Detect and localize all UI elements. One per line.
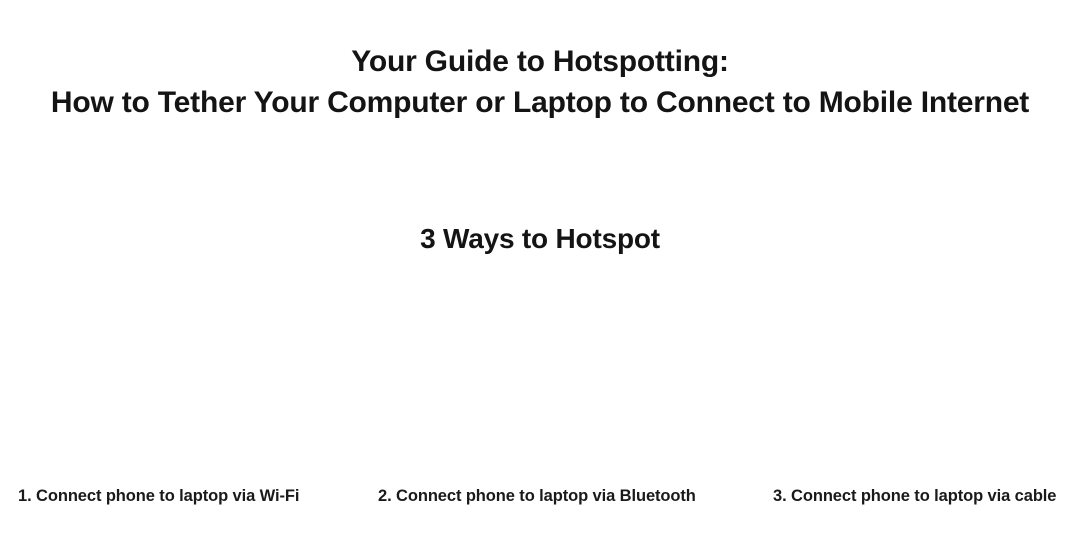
title-line-primary: Your Guide to Hotspotting: (351, 45, 729, 78)
section-heading: 3 Ways to Hotspot (420, 223, 660, 254)
caption-row (0, 487, 1080, 517)
page-title (0, 44, 1080, 121)
caption-item-wifi: 1. Connect phone to laptop via Wi-Fi (18, 487, 300, 505)
caption-item-cable: 3. Connect phone to laptop via cable (773, 487, 1057, 505)
caption-item-bluetooth: 2. Connect phone to laptop via Bluetooth (378, 487, 696, 505)
title-line-secondary: How to Tether Your Computer or Laptop to Connect to Mobile Internet (50, 85, 1030, 119)
